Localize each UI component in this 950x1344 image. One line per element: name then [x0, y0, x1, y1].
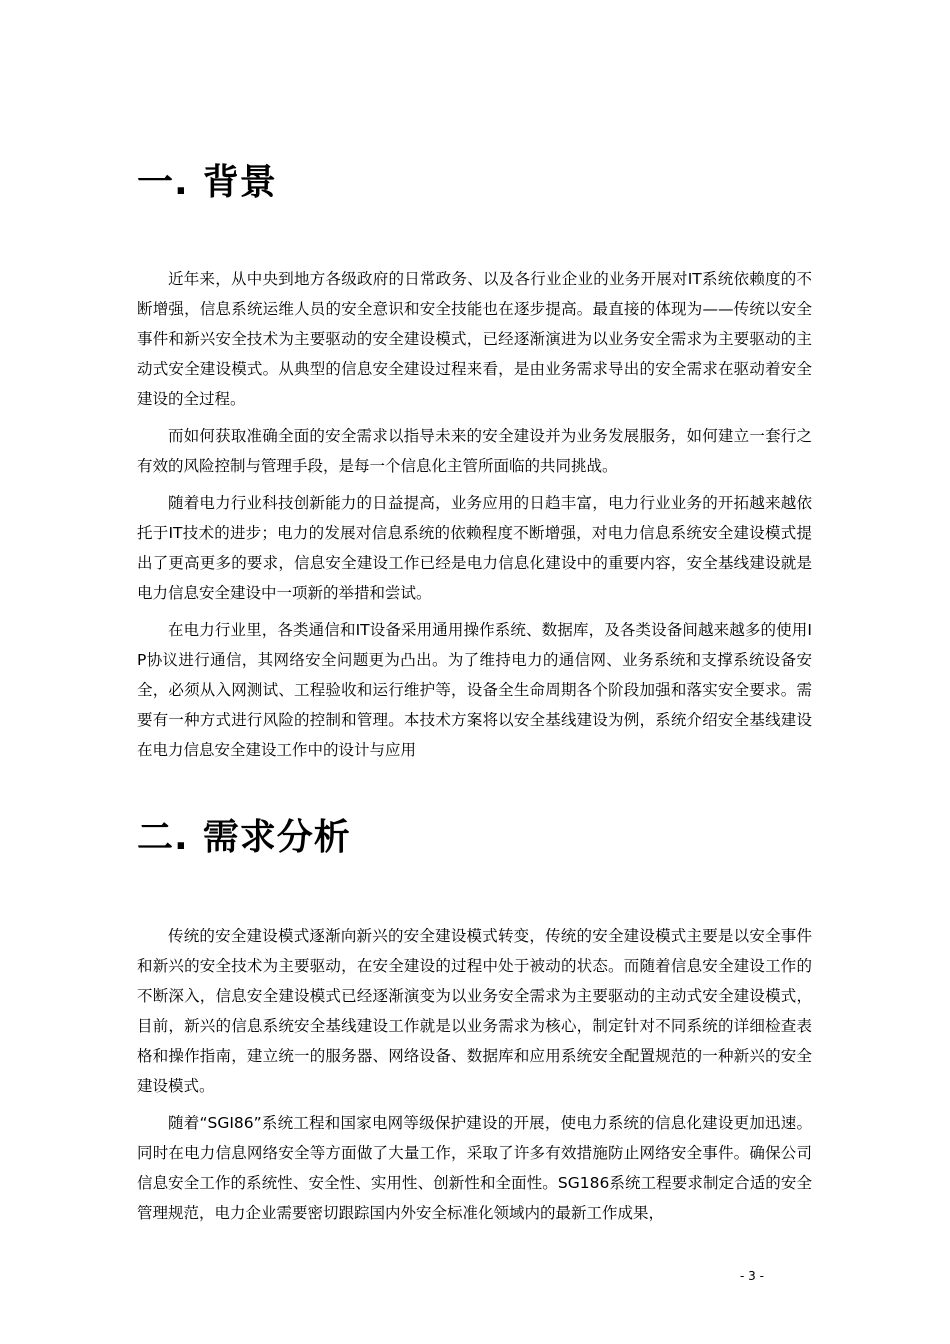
section-heading: [137, 160, 277, 206]
section-body: [137, 921, 812, 1235]
section-title: 背景: [202, 162, 277, 203]
section-heading: [137, 815, 351, 861]
page-number: - 3 -: [740, 1269, 764, 1283]
paragraph: 而如何获取准确全面的安全需求以指导未来的安全建设并为业务发展服务，如何建立一套行之有效的风险控制与管理手段，是每一个信息化主管所面临的共同挑战。: [137, 427, 812, 475]
paragraph: 随着“SGI86”系统工程和国家电网等级保护建设的开展，使电力系统的信息化建设更加迅速。同时在电力信息网络安全等方面做了大量工作，采取了许多有效措施防止网络安全事件。确保公司信息安全工作的系统性、安全性、实用性、创新性和全面性。SG186系统工程要求制定合适的安全管理规范，电力企业需要密切跟踪国内外安全标准化领域内的最新工作成果，: [137, 1114, 812, 1222]
paragraph: 传统的安全建设模式逐渐向新兴的安全建设模式转变，传统的安全建设模式主要是以安全事件和新兴的安全技术为主要驱动，在安全建设的过程中处于被动的状态。而随着信息安全建设工作的不断深入，信息安全建设模式已经逐渐演变为以业务安全需求为主要驱动的主动式安全建设模式，目前，新兴的信息系统安全基线建设工作就是以业务需求为核心，制定针对不同系统的详细检查表格和操作指南，建立统一的服务器、网络设备、数据库和应用系统安全配置规范的一种新兴的安全建设模式。: [137, 927, 812, 1095]
section-number: 二.: [137, 817, 189, 858]
paragraph: 随着电力行业科技创新能力的日益提高，业务应用的日趋丰富，电力行业业务的开拓越来越依托于IT技术的进步；电力的发展对信息系统的依赖程度不断增强，对电力信息系统安全建设模式提出了更高更多的要求，信息安全建设工作已经是电力信息化建设中的重要内容，安全基线建设就是电力信息安全建设中一项新的举措和尝试。: [137, 494, 812, 602]
section-body: [137, 264, 812, 772]
paragraph: 在电力行业里，各类通信和IT设备采用通用操作系统、数据库，及各类设备间越来越多的使用IP协议进行通信，其网络安全问题更为凸出。为了维持电力的通信网、业务系统和支撑系统设备安全，必须从入网测试、工程验收和运行维护等，设备全生命周期各个阶段加强和落实安全要求。需要有一种方式进行风险的控制和管理。本技术方案将以安全基线建设为例，系统介绍安全基线建设在电力信息安全建设工作中的设计与应用: [137, 621, 812, 759]
section-number: 一.: [137, 162, 189, 203]
section-title: 需求分析: [202, 817, 351, 858]
paragraph: 近年来，从中央到地方各级政府的日常政务、以及各行业企业的业务开展对IT系统依赖度的不断增强，信息系统运维人员的安全意识和安全技能也在逐步提高。最直接的体现为——传统以安全事件和新兴安全技术为主要驱动的安全建设模式，已经逐渐演进为以业务安全需求为主要驱动的主动式安全建设模式。从典型的信息安全建设过程来看，是由业务需求导出的安全需求在驱动着安全建设的全过程。: [137, 270, 812, 408]
